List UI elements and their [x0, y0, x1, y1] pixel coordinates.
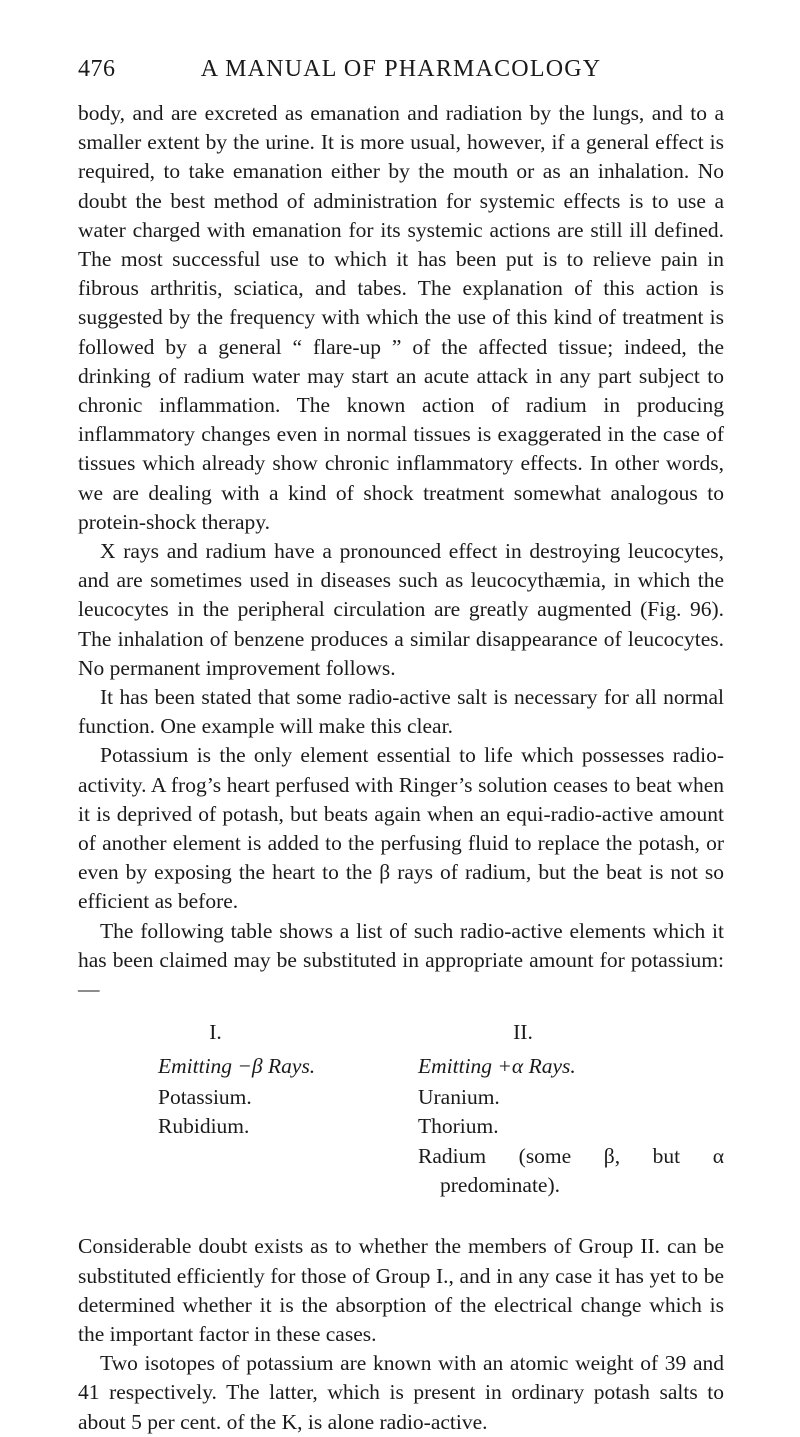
group-two-item: Radium (some β, but α predominate).: [418, 1143, 724, 1197]
paragraph: Two isotopes of potassium are known with an atomic weight of 39 and 41 respectively. The latter, which is present in ordinary potash salts to about 5 per cent. of the K, is alone radio-active.: [78, 1351, 724, 1434]
page-header: [78, 56, 724, 90]
paragraph: The following table shows a list of such radio-active elements which it has been claimed may be substituted in appropriate amount for potassium:—: [78, 918, 724, 1002]
group-two-numeral: II.: [513, 1020, 533, 1045]
group-one-heading: Emitting −β Rays.: [158, 1054, 316, 1079]
paragraph: It has been stated that some radio-active salt is necessary for all normal function. One example will make this clear.: [78, 685, 724, 739]
paragraph: X rays and radium have a pronounced effect in destroying leucocytes, and are sometimes used in diseases such as leucocythæmia, in which the leucocytes in the peripheral circulation are greatly augmented (Fig. 96). The inhalation of benzene produces a similar disappearance of leucocytes. No permanent improvement follows.: [78, 539, 724, 680]
paragraph: Potassium is the only element essential to life which possesses radio-activity. A frog’s heart perfused with Ringer’s solution ceases to beat when it is deprived of potash, but beats again when an equi-radio-active amount of another element is added to the perfusing fluid to replace the potash, or even by exposing the heart to the β rays of radium, but the beat is not so efficient as before.: [78, 743, 724, 914]
group-two-item: Thorium.: [418, 1114, 499, 1139]
radioactive-elements-table: [78, 1018, 724, 1222]
paragraph: Considerable doubt exists as to whether the members of Group II. can be substituted efficiently for those of Group I., and in any case it has yet to be determined whether it is the absorption of the electrical change which is the important factor in these cases.: [78, 1234, 724, 1346]
group-one-column: [158, 1018, 368, 1141]
group-one-numeral: I.: [209, 1020, 222, 1045]
page-number: 476: [78, 56, 116, 82]
group-one-item: Potassium.: [158, 1085, 252, 1110]
group-two-column: [418, 1018, 724, 1197]
group-two-heading: Emitting +α Rays.: [418, 1054, 576, 1079]
group-two-item: Uranium.: [418, 1085, 500, 1110]
running-title: A MANUAL OF PHARMACOLOGY: [200, 56, 602, 82]
group-one-item: Rubidium.: [158, 1114, 250, 1139]
body-text: [78, 99, 724, 1437]
paragraph: body, and are excreted as emanation and radiation by the lungs, and to a smaller extent by the urine. It is more usual, however, if a general effect is required, to take emanation either by the mouth or as an inhalation. No doubt the best method of administration for systemic effects is to use a water charged with emanation for its systemic actions are still ill defined. The most successful use to which it has been put is to relieve pain in fibrous arthritis, sciatica, and tabes. The explanation of this action is suggested by the frequency with which the use of this kind of treatment is followed by a general “ flare-up ” of the affected tissue; indeed, the drinking of radium water may start an acute attack in any part subject to chronic inflammation. The known action of radium in producing inflammatory changes even in normal tissues is exaggerated in the case of tissues which already show chronic inflammatory effects. In other words, we are dealing with a kind of shock treatment somewhat analogous to protein-shock therapy.: [78, 101, 724, 534]
